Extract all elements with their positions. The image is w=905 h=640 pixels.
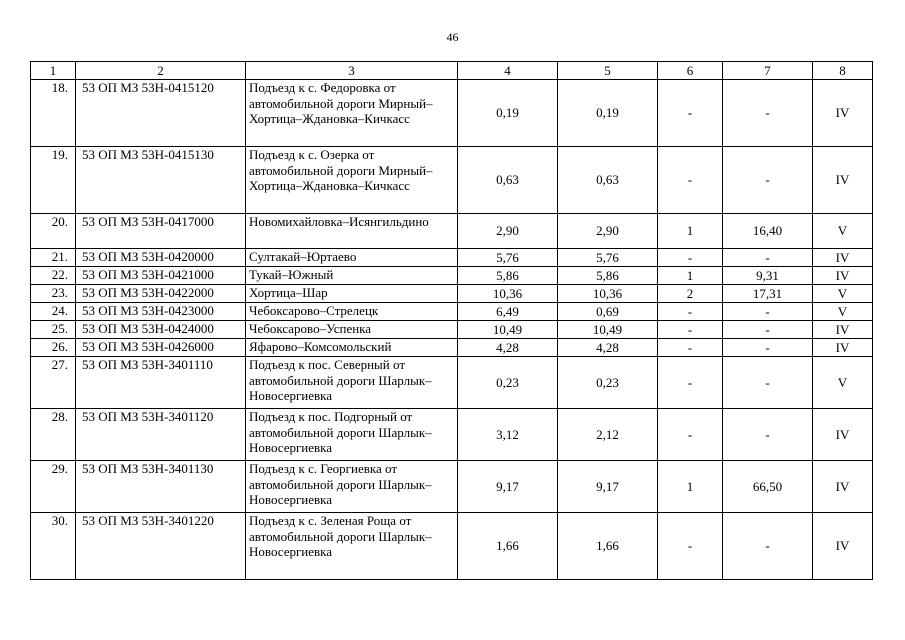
cell-col8: IV: [813, 267, 873, 285]
column-header: 7: [723, 62, 813, 80]
cell-col8: IV: [813, 80, 873, 147]
cell-col8: V: [813, 303, 873, 321]
cell-col7: -: [723, 357, 813, 409]
row-number: 27.: [31, 357, 76, 409]
cell-col5: 2,12: [558, 409, 658, 461]
table-row: [31, 214, 873, 249]
road-name: Подъезд к с. Федоровка от автомобильной дороги Мирный–Хортица–Ждановка–Кичкасс: [246, 80, 458, 147]
cell-col7: -: [723, 249, 813, 267]
cell-col7: -: [723, 80, 813, 147]
road-name: Чебоксарово–Успенка: [246, 321, 458, 339]
table-row: [31, 267, 873, 285]
cell-col5: 1,66: [558, 513, 658, 580]
cell-col7: 9,31: [723, 267, 813, 285]
road-name: Подъезд к пос. Подгорный от автомобильной дороги Шарлык–Новосергиевка: [246, 409, 458, 461]
road-code: 53 ОП МЗ 53Н-3401220: [76, 513, 246, 580]
row-number: 19.: [31, 147, 76, 214]
road-name: Яфарово–Комсомольский: [246, 339, 458, 357]
cell-col4: 0,19: [458, 80, 558, 147]
cell-col4: 5,76: [458, 249, 558, 267]
cell-col6: 1: [658, 267, 723, 285]
table-row: [31, 147, 873, 214]
column-header: 1: [31, 62, 76, 80]
row-number: 26.: [31, 339, 76, 357]
cell-col5: 0,23: [558, 357, 658, 409]
road-code: 53 ОП МЗ 53Н-3401120: [76, 409, 246, 461]
row-number: 30.: [31, 513, 76, 580]
cell-col5: 10,36: [558, 285, 658, 303]
row-number: 28.: [31, 409, 76, 461]
cell-col7: -: [723, 513, 813, 580]
road-code: 53 ОП МЗ 53Н-0415130: [76, 147, 246, 214]
row-number: 29.: [31, 461, 76, 513]
cell-col5: 0,19: [558, 80, 658, 147]
road-code: 53 ОП МЗ 53Н-0426000: [76, 339, 246, 357]
cell-col5: 10,49: [558, 321, 658, 339]
page-number: 46: [446, 30, 459, 44]
cell-col8: IV: [813, 513, 873, 580]
road-name: Новомихайловка–Исянгильдино: [246, 214, 458, 249]
cell-col6: -: [658, 147, 723, 214]
cell-col4: 1,66: [458, 513, 558, 580]
cell-col7: -: [723, 147, 813, 214]
row-number: 21.: [31, 249, 76, 267]
table-row: [31, 303, 873, 321]
cell-col4: 5,86: [458, 267, 558, 285]
table-row: [31, 321, 873, 339]
road-code: 53 ОП МЗ 53Н-0424000: [76, 321, 246, 339]
cell-col5: 5,76: [558, 249, 658, 267]
table-row: [31, 513, 873, 580]
cell-col6: -: [658, 249, 723, 267]
cell-col6: 2: [658, 285, 723, 303]
cell-col8: IV: [813, 409, 873, 461]
column-header: 2: [76, 62, 246, 80]
road-code: 53 ОП МЗ 53Н-3401130: [76, 461, 246, 513]
column-header: 8: [813, 62, 873, 80]
cell-col8: IV: [813, 339, 873, 357]
cell-col6: -: [658, 80, 723, 147]
cell-col5: 2,90: [558, 214, 658, 249]
cell-col6: 1: [658, 461, 723, 513]
table-row: [31, 409, 873, 461]
road-name: Тукай–Южный: [246, 267, 458, 285]
row-number: 20.: [31, 214, 76, 249]
cell-col7: 17,31: [723, 285, 813, 303]
road-name: Султакай–Юртаево: [246, 249, 458, 267]
cell-col7: -: [723, 409, 813, 461]
cell-col4: 3,12: [458, 409, 558, 461]
table-row: [31, 249, 873, 267]
cell-col4: 0,23: [458, 357, 558, 409]
road-name: Подъезд к с. Озерка от автомобильной дороги Мирный–Хортица–Ждановка–Кичкасс: [246, 147, 458, 214]
cell-col4: 2,90: [458, 214, 558, 249]
cell-col8: IV: [813, 321, 873, 339]
cell-col6: -: [658, 357, 723, 409]
road-code: 53 ОП МЗ 53Н-0421000: [76, 267, 246, 285]
cell-col4: 6,49: [458, 303, 558, 321]
cell-col4: 10,49: [458, 321, 558, 339]
cell-col5: 5,86: [558, 267, 658, 285]
table-row: [31, 80, 873, 147]
cell-col6: -: [658, 339, 723, 357]
column-header: 4: [458, 62, 558, 80]
cell-col5: 0,69: [558, 303, 658, 321]
road-name: Подъезд к с. Георгиевка от автомобильной дороги Шарлык–Новосергиевка: [246, 461, 458, 513]
roads-table: [30, 61, 873, 580]
cell-col8: V: [813, 285, 873, 303]
road-name: Подъезд к пос. Северный от автомобильной дороги Шарлык–Новосергиевка: [246, 357, 458, 409]
cell-col4: 0,63: [458, 147, 558, 214]
road-code: 53 ОП МЗ 53Н-0422000: [76, 285, 246, 303]
row-number: 22.: [31, 267, 76, 285]
cell-col7: -: [723, 303, 813, 321]
table-row: [31, 339, 873, 357]
cell-col4: 4,28: [458, 339, 558, 357]
table-row: [31, 357, 873, 409]
table-row: [31, 285, 873, 303]
cell-col7: 66,50: [723, 461, 813, 513]
cell-col4: 10,36: [458, 285, 558, 303]
road-code: 53 ОП МЗ 53Н-0417000: [76, 214, 246, 249]
cell-col5: 0,63: [558, 147, 658, 214]
cell-col6: -: [658, 303, 723, 321]
road-code: 53 ОП МЗ 53Н-3401110: [76, 357, 246, 409]
cell-col8: IV: [813, 249, 873, 267]
cell-col6: 1: [658, 214, 723, 249]
header-row: [31, 62, 873, 80]
cell-col4: 9,17: [458, 461, 558, 513]
cell-col6: -: [658, 409, 723, 461]
cell-col8: IV: [813, 147, 873, 214]
cell-col7: 16,40: [723, 214, 813, 249]
road-name: Чебоксарово–Стрелецк: [246, 303, 458, 321]
road-code: 53 ОП МЗ 53Н-0415120: [76, 80, 246, 147]
cell-col6: -: [658, 513, 723, 580]
cell-col8: V: [813, 357, 873, 409]
cell-col7: -: [723, 339, 813, 357]
cell-col5: 9,17: [558, 461, 658, 513]
column-header: 3: [246, 62, 458, 80]
cell-col8: IV: [813, 461, 873, 513]
cell-col7: -: [723, 321, 813, 339]
road-name: Хортица–Шар: [246, 285, 458, 303]
row-number: 23.: [31, 285, 76, 303]
road-code: 53 ОП МЗ 53Н-0423000: [76, 303, 246, 321]
row-number: 25.: [31, 321, 76, 339]
column-header: 5: [558, 62, 658, 80]
table-row: [31, 461, 873, 513]
row-number: 24.: [31, 303, 76, 321]
cell-col5: 4,28: [558, 339, 658, 357]
road-name: Подъезд к с. Зеленая Роща от автомобильной дороги Шарлык–Новосергиевка: [246, 513, 458, 580]
cell-col6: -: [658, 321, 723, 339]
cell-col8: V: [813, 214, 873, 249]
column-header: 6: [658, 62, 723, 80]
row-number: 18.: [31, 80, 76, 147]
road-code: 53 ОП МЗ 53Н-0420000: [76, 249, 246, 267]
